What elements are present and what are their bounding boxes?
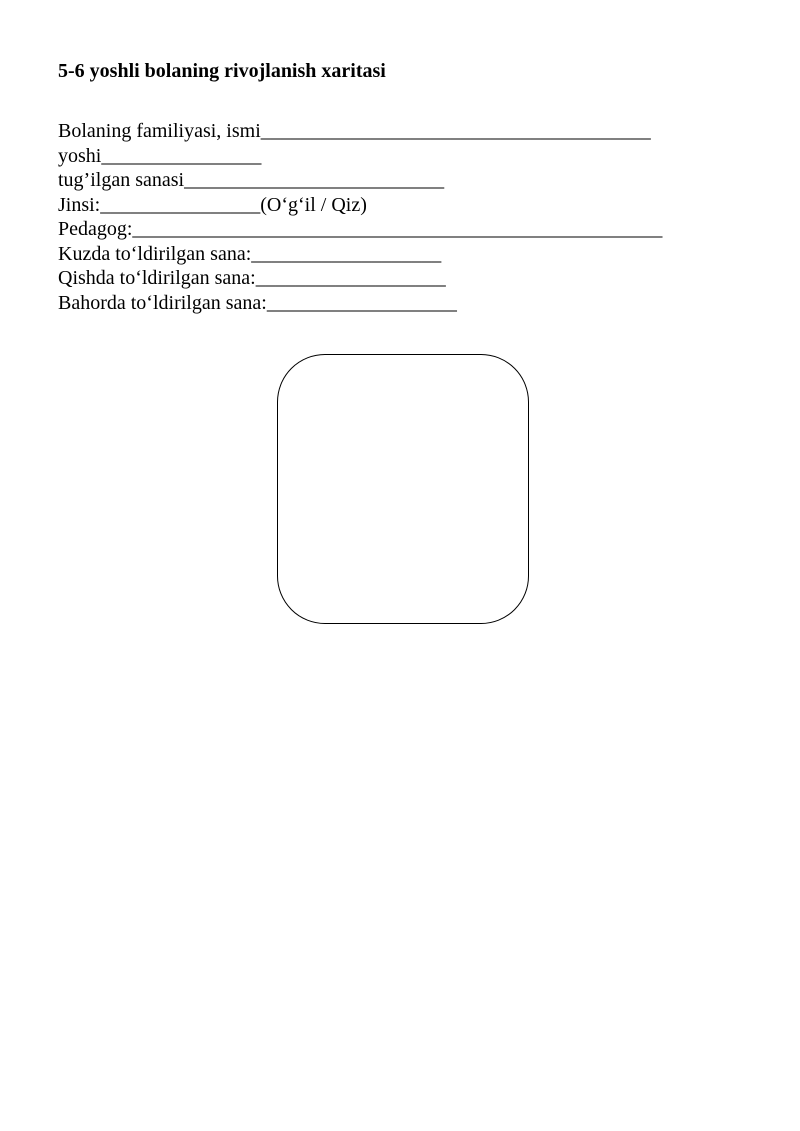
field-pedagog: Pedagog:_____________________________________________________ xyxy=(58,218,663,240)
document-title: 5-6 yoshli bolaning rivojlanish xaritasi xyxy=(58,60,386,82)
child-info-form xyxy=(58,119,758,315)
field-autumn-date: Kuzda to‘ldirilgan sana:___________________ xyxy=(58,242,442,265)
field-birth-date: tug’ilgan sanasi__________________________ xyxy=(58,169,445,191)
field-gender: Jinsi:________________(O‘g‘il / Qiz) xyxy=(58,193,367,216)
field-spring-date: Bahorda to‘ldirilgan sana:___________________ xyxy=(58,291,457,314)
field-age: yoshi________________ xyxy=(58,144,262,167)
field-child-name: Bolaning familiyasi, ismi_______________________________________ xyxy=(58,120,651,142)
field-winter-date: Qishda to‘ldirilgan sana:___________________ xyxy=(58,267,446,289)
photo-placeholder-box xyxy=(277,354,529,624)
